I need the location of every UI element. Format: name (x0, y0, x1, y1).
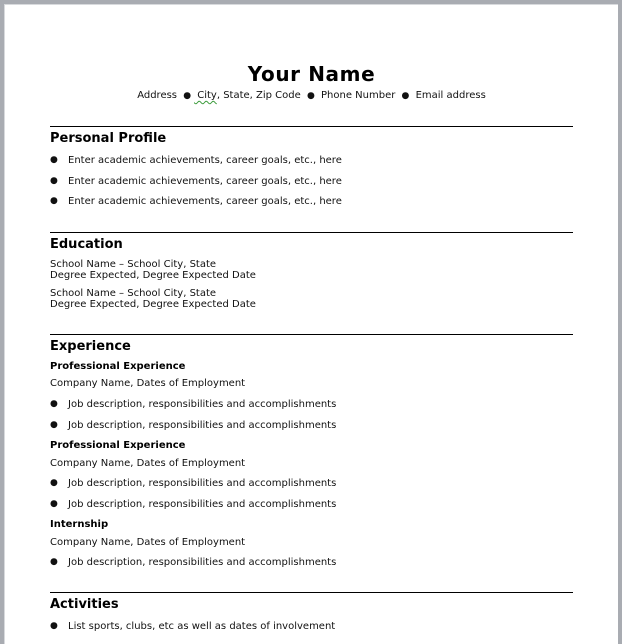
bullet-icon: ● (50, 155, 58, 165)
experience-bullet-text[interactable]: Job description, responsibilities and accomplishments (68, 420, 337, 431)
contact-line[interactable] (50, 90, 573, 101)
separator-dot: ● (401, 91, 410, 101)
experience-bullet-text[interactable]: Job description, responsibilities and accomplishments (68, 557, 337, 568)
profile-bullet-text[interactable]: Enter academic achievements, career goals, etc., here (68, 155, 342, 166)
contact-address[interactable]: Address (137, 90, 178, 101)
education-degree[interactable]: Degree Expected, Degree Expected Date (50, 299, 256, 310)
section-divider (50, 334, 573, 335)
experience-role[interactable]: Professional Experience (50, 440, 186, 451)
section-divider (50, 126, 573, 127)
document-page[interactable] (4, 4, 618, 644)
profile-bullet-text[interactable]: Enter academic achievements, career goals, etc., here (68, 176, 342, 187)
section-title-experience[interactable]: Experience (50, 339, 131, 354)
experience-role[interactable]: Internship (50, 519, 109, 530)
profile-bullet-text[interactable]: Enter academic achievements, career goals, etc., here (68, 196, 342, 207)
experience-bullet-text[interactable]: Job description, responsibilities and accomplishments (68, 399, 337, 410)
separator-dot: ● (183, 91, 192, 101)
section-divider (50, 232, 573, 233)
experience-company[interactable]: Company Name, Dates of Employment (50, 458, 246, 469)
experience-company[interactable]: Company Name, Dates of Employment (50, 378, 246, 389)
section-title-education[interactable]: Education (50, 237, 123, 252)
bullet-icon: ● (50, 478, 58, 488)
experience-company[interactable]: Company Name, Dates of Employment (50, 537, 246, 548)
education-school[interactable]: School Name – School City, State (50, 259, 217, 270)
experience-bullet-text[interactable]: Job description, responsibilities and accomplishments (68, 478, 337, 489)
section-title-activities[interactable]: Activities (50, 597, 119, 612)
bullet-icon: ● (50, 420, 58, 430)
section-divider (50, 592, 573, 593)
bullet-icon: ● (50, 196, 58, 206)
separator-dot: ● (306, 91, 315, 101)
bullet-icon: ● (50, 499, 58, 509)
contact-phone[interactable]: Phone Number (321, 90, 396, 101)
contact-city-spellcheck[interactable]: City (194, 90, 217, 101)
section-title-personal-profile[interactable]: Personal Profile (50, 131, 167, 146)
education-degree[interactable]: Degree Expected, Degree Expected Date (50, 270, 256, 281)
bullet-icon: ● (50, 399, 58, 409)
contact-state-zip[interactable]: , State, Zip Code (216, 90, 301, 101)
bullet-icon: ● (50, 557, 58, 567)
bullet-icon: ● (50, 176, 58, 186)
activities-bullet-text[interactable]: List sports, clubs, etc as well as dates of involvement (68, 621, 336, 632)
resume-name[interactable]: Your Name (247, 62, 376, 86)
contact-email[interactable]: Email address (415, 90, 486, 101)
experience-role[interactable]: Professional Experience (50, 361, 186, 372)
education-school[interactable]: School Name – School City, State (50, 288, 217, 299)
bullet-icon: ● (50, 621, 58, 631)
experience-bullet-text[interactable]: Job description, responsibilities and accomplishments (68, 499, 337, 510)
